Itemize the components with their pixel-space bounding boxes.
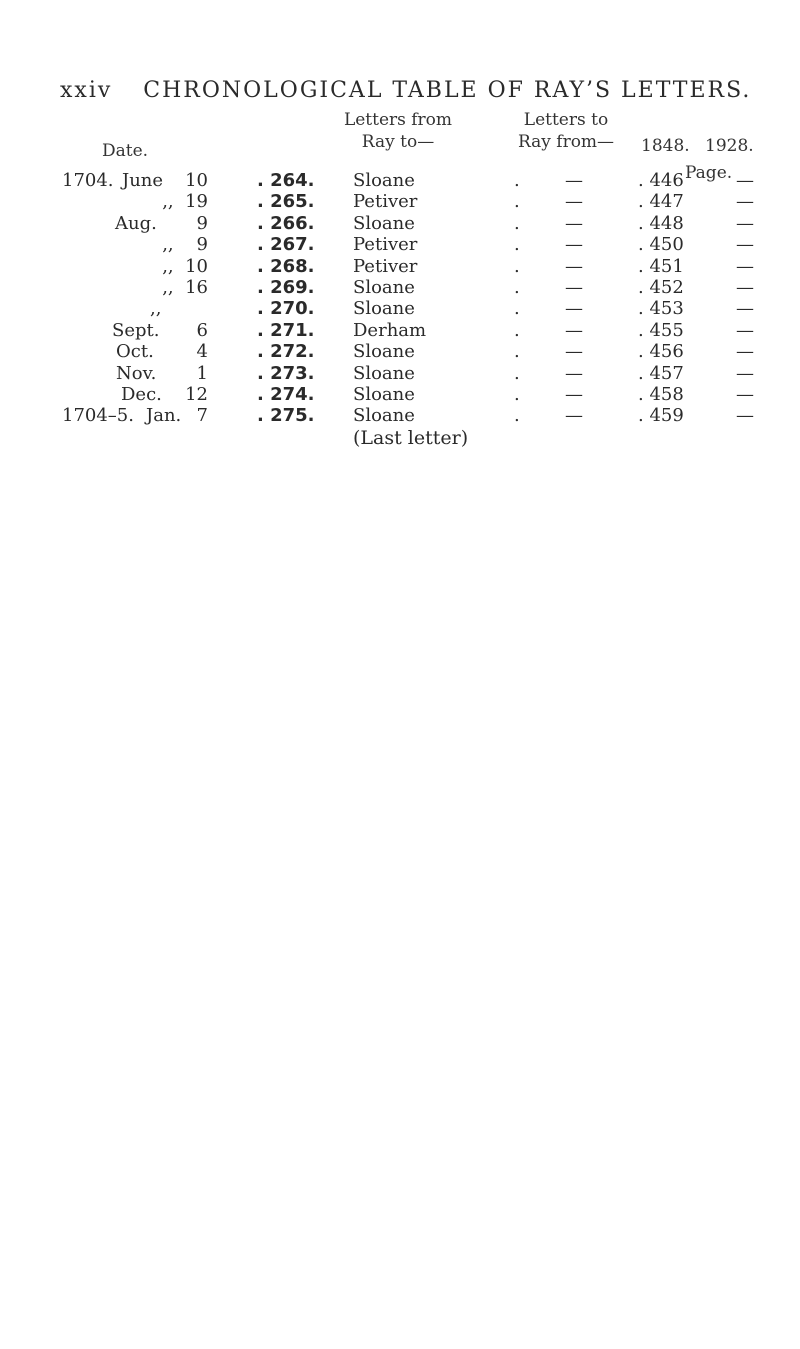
row-letter-number: . 268. [257, 255, 315, 277]
col-to-header [494, 109, 638, 153]
row-letters-to: — [565, 341, 583, 363]
table-row [0, 234, 800, 255]
row-day: 6 [196, 319, 208, 341]
col-to-line1: Letters to [523, 110, 609, 130]
row-page-1848: . 457 [638, 362, 684, 384]
col-from-line2: Ray to— [361, 132, 435, 152]
row-correspondent: Sloane [353, 383, 415, 405]
row-letter-number: . 264. [257, 170, 315, 191]
row-letters-to: — [565, 383, 583, 405]
row-letters-to: — [565, 212, 583, 234]
row-leader-dot: . [514, 319, 520, 341]
row-day: ,, [150, 298, 162, 320]
row-page-1928: — [736, 319, 754, 341]
row-correspondent: Petiver [353, 234, 418, 256]
row-day: ,, 16 [162, 276, 208, 298]
row-page-1848: . 459 [638, 405, 684, 427]
row-leader-dot: . [514, 276, 520, 298]
table-row-note [0, 427, 800, 448]
row-page-1848: . 452 [638, 276, 684, 298]
row-year: 1704–5. [62, 405, 134, 427]
row-correspondent: Sloane [353, 405, 415, 427]
row-page-1928: — [736, 212, 754, 234]
row-leader-dot: . [514, 298, 520, 320]
row-correspondent: Sloane [353, 298, 415, 320]
row-year: 1704. [62, 170, 114, 191]
table-row [0, 320, 800, 341]
table-row [0, 170, 800, 191]
row-letter-number: . 265. [257, 191, 315, 213]
row-letter-number: . 275. [257, 405, 315, 427]
row-page-1848: . 458 [638, 383, 684, 405]
col-from-line1: Letters from [343, 110, 453, 130]
row-letter-number: . 266. [257, 212, 315, 234]
row-leader-dot: . [514, 170, 520, 191]
row-page-1928: — [736, 276, 754, 298]
row-leader-dot: . [514, 362, 520, 384]
row-correspondent: Sloane [353, 341, 415, 363]
row-letter-number: . 270. [257, 298, 315, 320]
row-correspondent: Sloane [353, 276, 415, 298]
row-day: 12 [185, 383, 208, 405]
row-page-1928: — [736, 362, 754, 384]
row-day: ,, 10 [162, 255, 208, 277]
table-row [0, 405, 800, 426]
row-day: 1 [196, 362, 208, 384]
row-leader-dot: . [514, 212, 520, 234]
col-1928-header: 1928. [705, 136, 754, 156]
row-month: Sept. [112, 319, 160, 341]
row-letters-to: — [565, 319, 583, 341]
row-letters-to: — [565, 298, 583, 320]
letters-table [0, 170, 800, 448]
table-row [0, 384, 800, 405]
row-day: ,, 9 [162, 234, 208, 256]
row-letters-to: — [565, 405, 583, 427]
table-row [0, 256, 800, 277]
row-page-1848: . 450 [638, 234, 684, 256]
col-date-header: Date. [101, 141, 149, 161]
row-page-1928: — [736, 383, 754, 405]
row-month: Nov. [116, 362, 157, 384]
row-correspondent: Sloane [353, 212, 415, 234]
page-title: CHRONOLOGICAL TABLE OF RAY’S LETTERS. [143, 78, 752, 103]
row-page-1928: — [736, 298, 754, 320]
row-page-1848: . 453 [638, 298, 684, 320]
row-page-1848: . 446 [638, 170, 684, 191]
row-month: Dec. [121, 383, 162, 405]
table-row [0, 191, 800, 212]
row-letters-to: — [565, 362, 583, 384]
row-leader-dot: . [514, 383, 520, 405]
table-row [0, 363, 800, 384]
row-letter-number: . 274. [257, 383, 315, 405]
row-letters-to: — [565, 191, 583, 213]
page-header [60, 78, 751, 103]
row-day: 9 [196, 212, 208, 234]
row-page-1848: . 456 [638, 341, 684, 363]
row-letter-number: . 271. [257, 319, 315, 341]
row-page-1928: — [736, 255, 754, 277]
row-page-1928: — [736, 341, 754, 363]
row-letters-to: — [565, 234, 583, 256]
row-correspondent: Petiver [353, 255, 418, 277]
row-letter-number: . 267. [257, 234, 315, 256]
row-month: Aug. [115, 212, 157, 234]
row-leader-dot: . [514, 341, 520, 363]
row-day: 7 [196, 405, 208, 427]
row-page-1848: . 455 [638, 319, 684, 341]
row-letters-to: — [565, 170, 583, 191]
table-row [0, 341, 800, 362]
row-page-1848: . 447 [638, 191, 684, 213]
row-letters-to: — [565, 276, 583, 298]
row-page-1848: . 448 [638, 212, 684, 234]
row-page-1928: — [736, 234, 754, 256]
row-page-1928: — [736, 170, 754, 191]
row-correspondent: Sloane [353, 170, 415, 191]
row-leader-dot: . [514, 255, 520, 277]
row-letter-number: . 273. [257, 362, 315, 384]
row-page-1928: — [736, 405, 754, 427]
row-letters-to: — [565, 255, 583, 277]
row-day: 4 [196, 341, 208, 363]
row-correspondent: Petiver [353, 191, 418, 213]
col-to-line2: Ray from— [517, 132, 615, 152]
row-letter-number: . 269. [257, 276, 315, 298]
col-1848-header: 1848. [641, 136, 690, 156]
row-page-1848: . 451 [638, 255, 684, 277]
row-leader-dot: . [514, 234, 520, 256]
row-letter-number: . 272. [257, 341, 315, 363]
row-month: Jan. [146, 405, 182, 427]
row-page-1928: — [736, 191, 754, 213]
row-day: ,, 19 [162, 191, 208, 213]
last-letter-note: (Last letter) [353, 426, 469, 449]
row-month: Oct. [116, 341, 154, 363]
page-folio: xxiv [60, 78, 113, 103]
row-leader-dot: . [514, 405, 520, 427]
row-leader-dot: . [514, 191, 520, 213]
row-correspondent: Derham [353, 319, 427, 341]
col-page-header: Page. [685, 163, 733, 183]
table-row [0, 277, 800, 298]
row-correspondent: Sloane [353, 362, 415, 384]
row-month: June [122, 170, 164, 191]
table-row [0, 298, 800, 319]
col-from-header [318, 109, 478, 153]
row-day: 10 [185, 170, 208, 191]
table-row [0, 213, 800, 234]
